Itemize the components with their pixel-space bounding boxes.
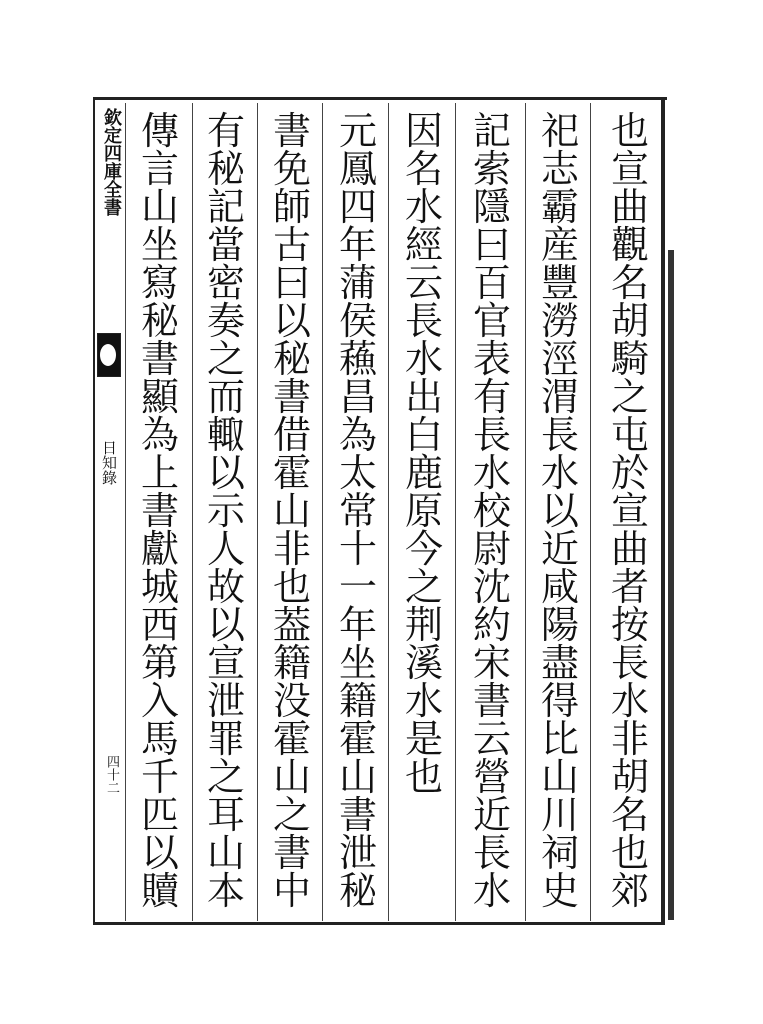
glyph: 水 (404, 337, 443, 381)
glyph: 坐 (338, 641, 377, 685)
text-column (128, 109, 192, 913)
glyph: 澇 (540, 299, 579, 343)
glyph: 名 (610, 793, 649, 837)
glyph (405, 834, 443, 872)
glyph: 書 (140, 337, 179, 381)
glyph: 胡 (610, 755, 649, 799)
glyph: 以 (272, 299, 311, 343)
glyph: 泄 (206, 679, 245, 723)
glyph: 騎 (610, 337, 649, 381)
column-rule (125, 103, 126, 921)
glyph: 曰 (472, 223, 511, 267)
glyph: 荆 (404, 603, 443, 647)
glyph: 馬 (140, 717, 179, 761)
glyph: 鹿 (404, 451, 443, 495)
glyph: 溪 (404, 641, 443, 685)
glyph: 罪 (206, 717, 245, 761)
glyph: 索 (472, 147, 511, 191)
glyph: 為 (338, 413, 377, 457)
glyph: 約 (472, 603, 511, 647)
glyph: 也 (610, 831, 649, 875)
glyph: 尉 (472, 527, 511, 571)
text-column (194, 109, 258, 913)
glyph: 書 (140, 489, 179, 533)
glyph (405, 872, 443, 910)
glyph: 祠 (540, 831, 579, 875)
glyph: 山 (206, 831, 245, 875)
glyph: 豐 (540, 261, 579, 305)
text-column (326, 109, 390, 913)
glyph: 借 (272, 413, 311, 457)
glyph: 故 (206, 565, 245, 609)
glyph: 山 (272, 755, 311, 799)
glyph: 也 (610, 109, 649, 153)
glyph: 水 (404, 679, 443, 723)
glyph: 郊 (610, 869, 649, 913)
fish-tail-mark-icon (97, 333, 121, 377)
glyph: 上 (140, 451, 179, 495)
glyph: 之 (610, 375, 649, 419)
glyph: 宣 (610, 489, 649, 533)
glyph: 出 (404, 375, 443, 419)
glyph: 白 (404, 413, 443, 457)
glyph: 昌 (338, 375, 377, 419)
glyph: 寫 (140, 261, 179, 305)
glyph: 曲 (610, 185, 649, 229)
glyph (141, 910, 179, 948)
glyph: 秘 (338, 869, 377, 913)
glyph: 人 (206, 527, 245, 571)
glyph: 常 (338, 489, 377, 533)
glyph: 四 (338, 185, 377, 229)
glyph: 匹 (140, 793, 179, 837)
glyph: 顯 (140, 375, 179, 419)
glyph: 官 (472, 299, 511, 343)
glyph: 籍 (272, 641, 311, 685)
glyph: 云 (472, 717, 511, 761)
glyph: 記 (472, 109, 511, 153)
glyph: 之 (272, 793, 311, 837)
glyph: 没 (272, 679, 311, 723)
text-column (460, 109, 524, 913)
glyph: 太 (338, 451, 377, 495)
glyph: 以 (206, 603, 245, 647)
glyph: 十 (338, 527, 377, 571)
glyph: 非 (272, 527, 311, 571)
margin-series-title: 欽定四庫全書 (101, 108, 122, 216)
glyph: 山 (540, 755, 579, 799)
glyph: 屯 (610, 413, 649, 457)
glyph: 言 (140, 147, 179, 191)
glyph (541, 910, 579, 948)
glyph: 年 (338, 603, 377, 647)
glyph: 有 (472, 375, 511, 419)
glyph: 原 (404, 489, 443, 533)
glyph: 按 (610, 603, 649, 647)
glyph: 非 (610, 717, 649, 761)
glyph: 祀 (540, 109, 579, 153)
glyph: 觀 (610, 223, 649, 267)
glyph: 者 (610, 565, 649, 609)
text-column (392, 109, 456, 912)
glyph: 長 (472, 413, 511, 457)
glyph: 云 (404, 261, 443, 305)
glyph: 涇 (540, 337, 579, 381)
glyph: 泄 (338, 831, 377, 875)
glyph: 第 (140, 641, 179, 685)
glyph: 得 (540, 679, 579, 723)
glyph: 書 (272, 831, 311, 875)
glyph: 水 (610, 679, 649, 723)
glyph: 秘 (206, 147, 245, 191)
column-rule (525, 103, 526, 921)
glyph: 長 (472, 831, 511, 875)
glyph: 志 (540, 147, 579, 191)
glyph: 秘 (272, 337, 311, 381)
margin-strip (95, 103, 121, 921)
glyph: 之 (206, 755, 245, 799)
glyph (273, 910, 311, 948)
glyph: 曰 (272, 261, 311, 305)
glyph: 籍 (338, 679, 377, 723)
glyph: 宋 (472, 641, 511, 685)
glyph: 百 (472, 261, 511, 305)
glyph: 獻 (140, 527, 179, 571)
page-edge-shadow (668, 250, 674, 920)
glyph: 秘 (140, 299, 179, 343)
glyph: 有 (206, 109, 245, 153)
glyph: 名 (404, 147, 443, 191)
glyph: 隱 (472, 185, 511, 229)
glyph: 侯 (338, 299, 377, 343)
glyph: 示 (206, 489, 245, 533)
glyph: 傳 (140, 109, 179, 153)
glyph: 坐 (140, 223, 179, 267)
glyph: 因 (404, 109, 443, 153)
glyph: 贖 (140, 869, 179, 913)
glyph: 水 (472, 451, 511, 495)
glyph: 密 (206, 261, 245, 305)
glyph: 師 (272, 185, 311, 229)
glyph: 古 (272, 223, 311, 267)
glyph (339, 910, 377, 948)
glyph: 山 (338, 755, 377, 799)
glyph: 也 (404, 755, 443, 799)
glyph: 元 (338, 109, 377, 153)
glyph: 沈 (472, 565, 511, 609)
page-frame-top (93, 97, 667, 100)
glyph: 渭 (540, 375, 579, 419)
glyph: 免 (272, 147, 311, 191)
glyph: 霍 (272, 717, 311, 761)
glyph: 比 (540, 717, 579, 761)
glyph: 長 (610, 641, 649, 685)
glyph: 山 (272, 489, 311, 533)
column-rule (192, 103, 193, 921)
glyph: 記 (206, 185, 245, 229)
glyph: 於 (610, 451, 649, 495)
glyph: 入 (140, 679, 179, 723)
glyph: 近 (540, 527, 579, 571)
glyph: 盡 (540, 641, 579, 685)
glyph: 胡 (610, 299, 649, 343)
glyph: 咸 (540, 565, 579, 609)
glyph: 霸 (540, 185, 579, 229)
glyph: 耳 (206, 793, 245, 837)
glyph: 山 (140, 185, 179, 229)
glyph: 一 (338, 565, 377, 609)
glyph: 營 (472, 755, 511, 799)
glyph: 曲 (610, 527, 649, 571)
glyph: 中 (272, 869, 311, 913)
glyph: 水 (404, 185, 443, 229)
glyph: 千 (140, 755, 179, 799)
glyph: 蘓 (338, 337, 377, 381)
margin-book-title: 日知錄 (100, 440, 118, 485)
glyph: 霍 (272, 451, 311, 495)
glyph: 以 (540, 489, 579, 533)
text-column (260, 109, 324, 913)
glyph: 陽 (540, 603, 579, 647)
glyph (207, 910, 245, 948)
glyph (611, 910, 649, 948)
glyph: 以 (140, 831, 179, 875)
glyph: 長 (404, 299, 443, 343)
margin-page-number: 四十二 (104, 755, 119, 794)
glyph: 西 (140, 603, 179, 647)
text-column (598, 109, 662, 913)
text-column (528, 109, 592, 913)
glyph: 産 (540, 223, 579, 267)
glyph: 輙 (206, 413, 245, 457)
glyph: 書 (472, 679, 511, 723)
glyph: 奏 (206, 299, 245, 343)
glyph: 當 (206, 223, 245, 267)
glyph: 鳳 (338, 147, 377, 191)
glyph: 年 (338, 223, 377, 267)
glyph: 之 (206, 337, 245, 381)
glyph (405, 796, 443, 834)
glyph (405, 910, 443, 948)
glyph: 書 (338, 793, 377, 837)
glyph: 為 (140, 413, 179, 457)
glyph: 書 (272, 375, 311, 419)
glyph: 今 (404, 527, 443, 571)
glyph: 之 (404, 565, 443, 609)
glyph: 水 (540, 451, 579, 495)
glyph: 長 (540, 413, 579, 457)
glyph: 城 (140, 565, 179, 609)
glyph: 是 (404, 717, 443, 761)
glyph: 水 (472, 869, 511, 913)
glyph: 霍 (338, 717, 377, 761)
glyph: 近 (472, 793, 511, 837)
glyph: 書 (272, 109, 311, 153)
glyph: 校 (472, 489, 511, 533)
glyph: 本 (206, 869, 245, 913)
glyph: 史 (540, 869, 579, 913)
glyph: 名 (610, 261, 649, 305)
glyph: 也 (272, 565, 311, 609)
glyph: 葢 (272, 603, 311, 647)
glyph (473, 910, 511, 948)
glyph: 宣 (610, 147, 649, 191)
glyph: 宣 (206, 641, 245, 685)
glyph: 經 (404, 223, 443, 267)
glyph: 川 (540, 793, 579, 837)
glyph: 以 (206, 451, 245, 495)
glyph: 而 (206, 375, 245, 419)
glyph: 蒲 (338, 261, 377, 305)
glyph: 表 (472, 337, 511, 381)
